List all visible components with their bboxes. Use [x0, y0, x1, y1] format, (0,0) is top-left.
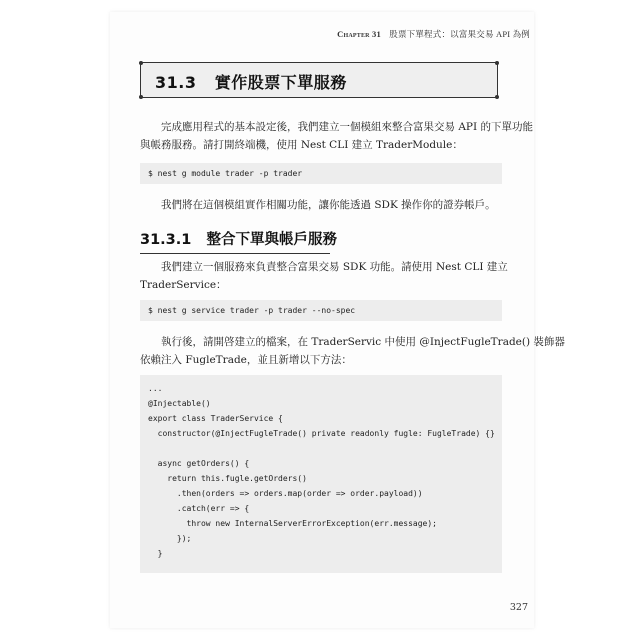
code-line: async getOrders() {: [148, 459, 250, 468]
intro-paragraph: [140, 118, 533, 154]
running-header: [337, 28, 530, 40]
inject-paragraph: [140, 333, 565, 369]
corner-dot-icon: [495, 95, 499, 99]
code-line: export class TraderService {: [148, 414, 283, 423]
code-block-trader-service: [140, 375, 502, 573]
section-heading-box: [140, 62, 498, 98]
code-line: return this.fugle.getOrders(): [148, 474, 307, 483]
code-line: .catch(err => {: [148, 504, 250, 513]
code-line: $ nest g service trader -p trader --no-spec: [148, 306, 356, 315]
code-block-service: [140, 300, 502, 321]
text-line: 執行後，請開啓建立的檔案，在 TraderServic 中使用 @InjectFugleTrade() 裝飾器: [161, 336, 565, 348]
code-line: [148, 441, 494, 456]
code-block-module: [140, 163, 502, 184]
text-line: 我們將在這個模組實作相關功能，讓你能透過 SDK 操作你的證券帳戶。: [161, 199, 496, 211]
corner-dot-icon: [139, 95, 143, 99]
code-line: });: [148, 534, 192, 543]
subsection-title: 31.3.1 整合下單與帳戶服務: [140, 228, 330, 254]
corner-dot-icon: [139, 61, 143, 65]
text-line: 與帳務服務。請打開終端機，使用 Nest CLI 建立 TraderModule：: [140, 139, 463, 151]
code-line: throw new InternalServerErrorException(err.message);: [148, 519, 437, 528]
text-line: 依賴注入 FugleTrade，並且新增以下方法：: [140, 354, 352, 366]
corner-dot-icon: [495, 61, 499, 65]
code-line: .then(orders => orders.map(order => order.payload)): [148, 489, 423, 498]
text-line: 我們建立一個服務來負責整合富果交易 SDK 功能。請使用 Nest CLI 建立: [161, 261, 508, 273]
code-line: @Injectable(): [148, 399, 211, 408]
service-paragraph: [140, 258, 508, 294]
code-line: $ nest g module trader -p trader: [148, 169, 303, 178]
text-line: TraderService：: [140, 279, 227, 291]
chapter-title: 股票下單程式：以富果交易 API 為例: [389, 29, 530, 39]
module-paragraph: [140, 196, 502, 214]
text-line: 完成應用程式的基本設定後，我們建立一個模組來整合富果交易 API 的下單功能: [161, 121, 533, 133]
code-line: constructor(@InjectFugleTrade() private readonly fugle: FugleTrade) {}: [148, 429, 495, 438]
chapter-label: Chapter 31: [337, 29, 381, 39]
page-number: 327: [509, 602, 528, 613]
code-line: ...: [148, 384, 163, 393]
code-line: }: [148, 549, 163, 558]
section-title: 31.3 實作股票下單服務: [155, 73, 347, 92]
